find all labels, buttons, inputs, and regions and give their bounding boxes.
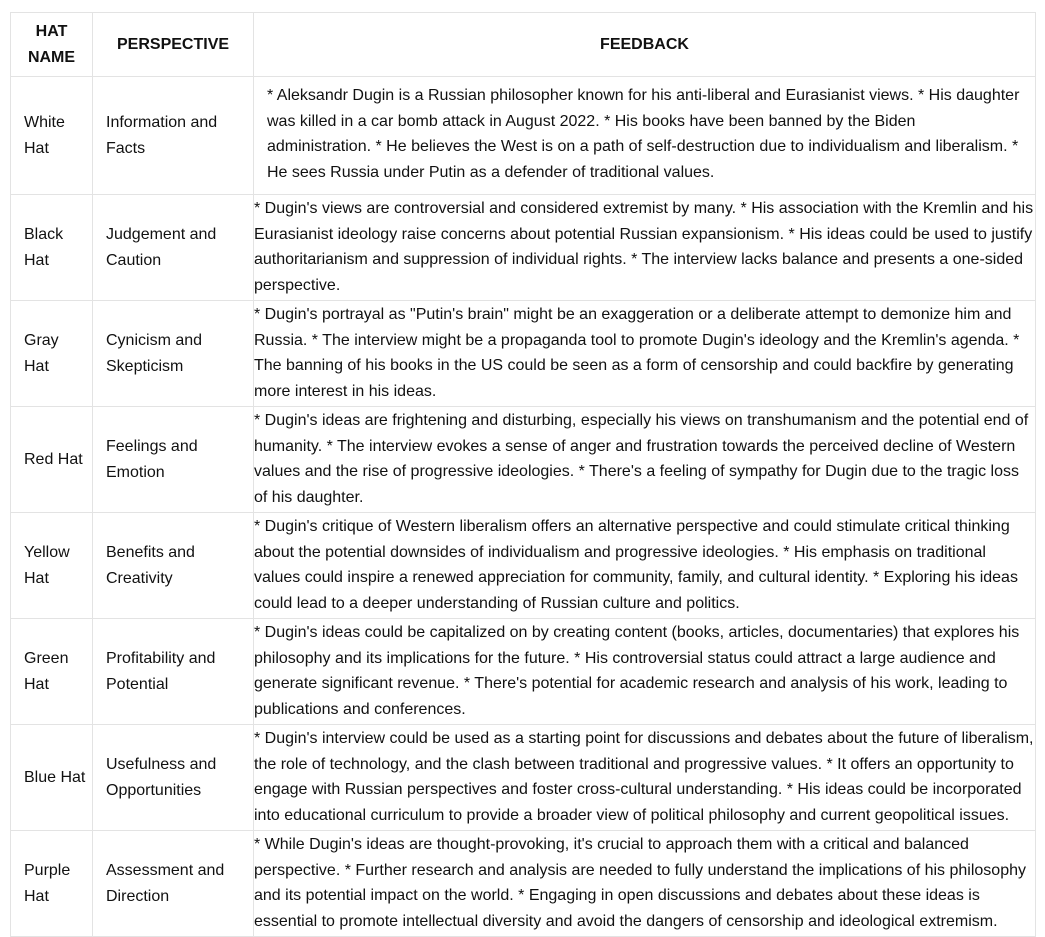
table-row [11, 725, 1036, 831]
perspective-cell: Information and Facts [93, 77, 254, 195]
table-row [11, 195, 1036, 301]
hat-name-cell: Yellow Hat [11, 513, 93, 619]
feedback-cell: * Aleksandr Dugin is a Russian philosopher known for his anti-liberal and Eurasianist views. * His daughter was killed in a car bomb attack in August 2022. * His books have been banned by the Biden administration. * He believes the West is on a path of self-destruction due to individualism and liberalism. * He sees Russia under Putin as a defender of traditional values. [254, 77, 1036, 195]
feedback-cell: * Dugin's portrayal as "Putin's brain" might be an exaggeration or a deliberate attempt to demonize him and Russia. * The interview might be a propaganda tool to promote Dugin's ideology and the Kremlin's agenda. * The banning of his books in the US could be seen as a form of censorship and could backfire by generating more interest in his ideas. [254, 301, 1036, 407]
table-row [11, 407, 1036, 513]
table-row [11, 619, 1036, 725]
table-row [11, 77, 1036, 195]
hat-name-cell: Red Hat [11, 407, 93, 513]
perspective-cell: Benefits and Creativity [93, 513, 254, 619]
header-row [11, 13, 1036, 77]
header-perspective: PERSPECTIVE [93, 13, 254, 77]
table-row [11, 831, 1036, 937]
hat-name-cell: Blue Hat [11, 725, 93, 831]
feedback-cell: * Dugin's views are controversial and considered extremist by many. * His association with the Kremlin and his Eurasianist ideology raise concerns about potential Russian expansionism. * His ideas could be used to justify authoritarianism and suppression of individual rights. * The interview lacks balance and presents a one-sided perspective. [254, 195, 1036, 301]
perspective-cell: Cynicism and Skepticism [93, 301, 254, 407]
hat-name-cell: White Hat [11, 77, 93, 195]
hat-name-cell: Black Hat [11, 195, 93, 301]
perspective-cell: Feelings and Emotion [93, 407, 254, 513]
feedback-cell: * While Dugin's ideas are thought-provoking, it's crucial to approach them with a critical and balanced perspective. * Further research and analysis are needed to fully understand the implications of his philosophy and its potential impact on the world. * Engaging in open discussions and debates about these ideas is essential to promote intellectual diversity and avoid the dangers of censorship and ideological extremism. [254, 831, 1036, 937]
feedback-cell: * Dugin's ideas could be capitalized on by creating content (books, articles, documentaries) that explores his philosophy and its implications for the future. * His controversial status could attract a large audience and generate significant revenue. * There's potential for academic research and analysis of his work, leading to publications and conferences. [254, 619, 1036, 725]
perspective-cell: Profitability and Potential [93, 619, 254, 725]
feedback-cell: * Dugin's critique of Western liberalism offers an alternative perspective and could stimulate critical thinking about the potential downsides of individualism and progressive ideologies. * His emphasis on traditional values could inspire a renewed appreciation for community, family, and cultural identity. * Exploring his ideas could lead to a deeper understanding of Russian culture and politics. [254, 513, 1036, 619]
hat-name-cell: Gray Hat [11, 301, 93, 407]
perspective-cell: Usefulness and Opportunities [93, 725, 254, 831]
six-hats-table [10, 12, 1036, 937]
table-row [11, 301, 1036, 407]
hat-name-cell: Green Hat [11, 619, 93, 725]
perspective-cell: Judgement and Caution [93, 195, 254, 301]
six-hats-table-container [10, 12, 1035, 937]
header-hat-name: HAT NAME [11, 13, 93, 77]
header-feedback: FEEDBACK [254, 13, 1036, 77]
hat-name-cell: Purple Hat [11, 831, 93, 937]
feedback-cell: * Dugin's ideas are frightening and disturbing, especially his views on transhumanism and the potential end of humanity. * The interview evokes a sense of anger and frustration towards the perceived decline of Western values and the rise of progressive ideologies. * There's a feeling of sympathy for Dugin due to the tragic loss of his daughter. [254, 407, 1036, 513]
perspective-cell: Assessment and Direction [93, 831, 254, 937]
feedback-cell: * Dugin's interview could be used as a starting point for discussions and debates about the future of liberalism, the role of technology, and the clash between traditional and progressive values. * It offers an opportunity to engage with Russian perspectives and foster cross-cultural understanding. * His ideas could be incorporated into educational curriculum to provide a broader view of political philosophy and current geopolitical issues. [254, 725, 1036, 831]
table-row [11, 513, 1036, 619]
